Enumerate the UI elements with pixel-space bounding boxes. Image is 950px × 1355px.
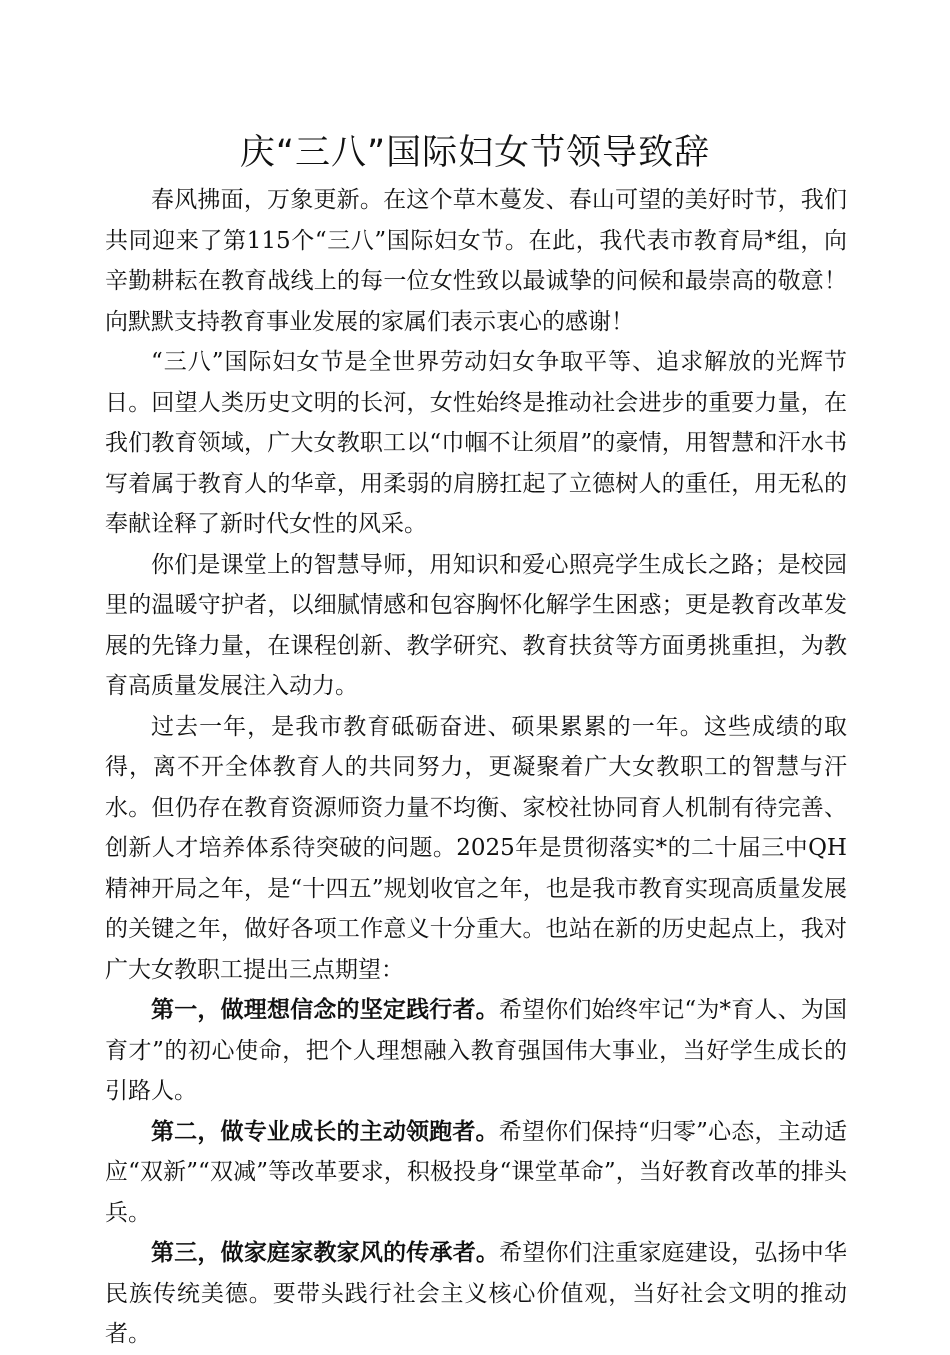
paragraph-lead: 第二，做专业成长的主动领跑者。 xyxy=(151,1117,499,1145)
paragraph-3 xyxy=(105,545,847,707)
paragraph-6 xyxy=(105,1112,847,1234)
page-title: 庆“三八”国际妇女节领导致辞 xyxy=(239,133,711,173)
paragraph-text: 春风拂面，万象更新。在这个草木蔓发、春山可望的美好时节，我们共同迎来了第115个“三八”国际妇女节。在此，我代表市教育局*组，向辛勤耕耘在教育战线上的每一位女性致以最诚挚的问候和最崇高的敬意！向默默支持教育事业发展的家属们表示衷心的感谢！ xyxy=(105,187,847,335)
paragraph-4 xyxy=(105,707,847,991)
paragraph-7 xyxy=(105,1233,847,1355)
paragraph-text: 过去一年，是我市教育砥砺奋进、硕果累累的一年。这些成绩的取得，离不开全体教育人的共同努力，更凝聚着广大女教职工的智慧与汗水。但仍存在教育资源师资力量不均衡、家校社协同育人机制有待完善、创新人才培养体系待突破的问题。2025年是贯彻落实*的二十届三中QH精神开局之年，是“十四五”规划收官之年，也是我市教育实现高质量发展的关键之年，做好各项工作意义十分重大。也站在新的历史起点上，我对广大女教职工提出三点期望： xyxy=(105,713,847,983)
paragraph-1 xyxy=(105,180,847,342)
paragraph-text: 希望你们始终牢记“为*育人、为国育才”的初心使命，把个人理想融入教育强国伟大事业，当好学生成长的引路人。 xyxy=(105,997,848,1104)
paragraph-text: 希望你们保持“归零”心态，主动适应“双新”“双减”等改革要求，积极投身“课堂革命”，当好教育改革的排头兵。 xyxy=(105,1118,847,1226)
paragraph-text: “三八”国际妇女节是全世界劳动妇女争取平等、追求解放的光辉节日。回望人类历史文明的长河，女性始终是推动社会进步的重要力量，在我们教育领域，广大女教职工以“巾帼不让须眉”的豪情，用智慧和汗水书写着属于教育人的华章，用柔弱的肩膀扛起了立德树人的重任，用无私的奉献诠释了新时代女性的风采。 xyxy=(105,349,847,537)
paragraph-5 xyxy=(105,990,847,1112)
paragraph-2 xyxy=(105,342,847,545)
paragraph-text: 希望你们注重家庭建设，弘扬中华民族传统美德。要带头践行社会主义核心价值观，当好社会文明的推动者。 xyxy=(105,1240,848,1347)
paragraph-text: 你们是课堂上的智慧导师，用知识和爱心照亮学生成长之路；是校园里的温暖守护者，以细腻情感和包容胸怀化解学生困惑；更是教育改革发展的先锋力量，在课程创新、教学研究、教育扶贫等方面勇挑重担，为教育高质量发展注入动力。 xyxy=(105,551,847,699)
paragraph-lead: 第三，做家庭家教家风的传承者。 xyxy=(151,1239,500,1266)
document-body xyxy=(105,180,847,1355)
paragraph-lead: 第一，做理想信念的坚定践行者。 xyxy=(151,996,499,1023)
